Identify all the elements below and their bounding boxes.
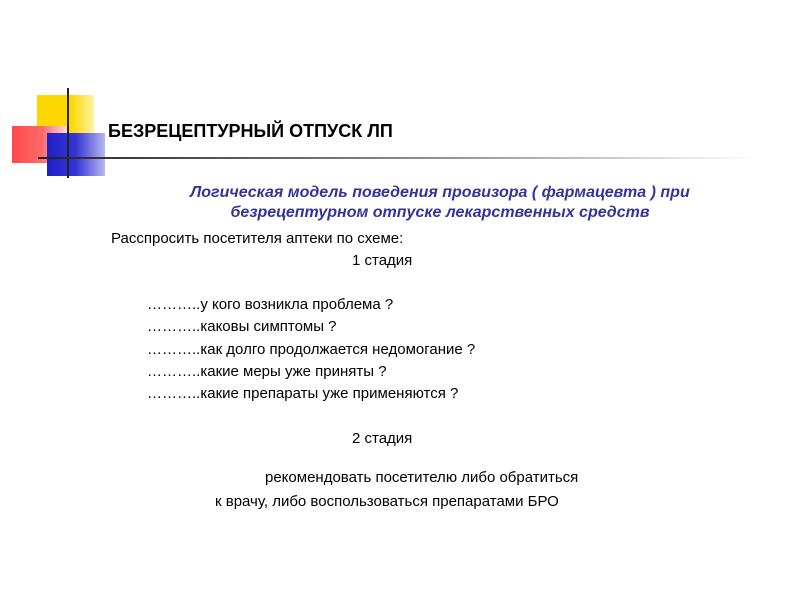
decor-vertical-line [67, 88, 69, 178]
title-underline [38, 157, 758, 159]
stage-2-heading: 2 стадия [352, 430, 413, 447]
intro-text: Расспросить посетителя аптеки по схеме: [111, 230, 404, 247]
subtitle-line-1: Логическая модель поведения провизора ( фармацевта ) при [190, 184, 690, 201]
question-item: ………..у кого возникла проблема ? [147, 296, 394, 313]
recommendation-line-2: к врачу, либо воспользоваться препаратами БРО [215, 493, 559, 510]
question-item: ………..как долго продолжается недомогание ? [147, 341, 476, 358]
slide-subtitle [100, 183, 780, 223]
decor-blue-square [47, 133, 105, 176]
recommendation-line-1: рекомендовать посетителю либо обратиться [265, 469, 579, 486]
slide-title: БЕЗРЕЦЕПТУРНЫЙ ОТПУСК ЛП [108, 121, 393, 141]
question-item: ………..какие препараты уже применяются ? [147, 385, 459, 402]
question-item: ………..каковы симптомы ? [147, 318, 337, 335]
subtitle-line-2: безрецептурном отпуске лекарственных средств [230, 204, 650, 221]
stage-1-heading: 1 стадия [352, 252, 413, 269]
question-item: ………..какие меры уже приняты ? [147, 363, 387, 380]
